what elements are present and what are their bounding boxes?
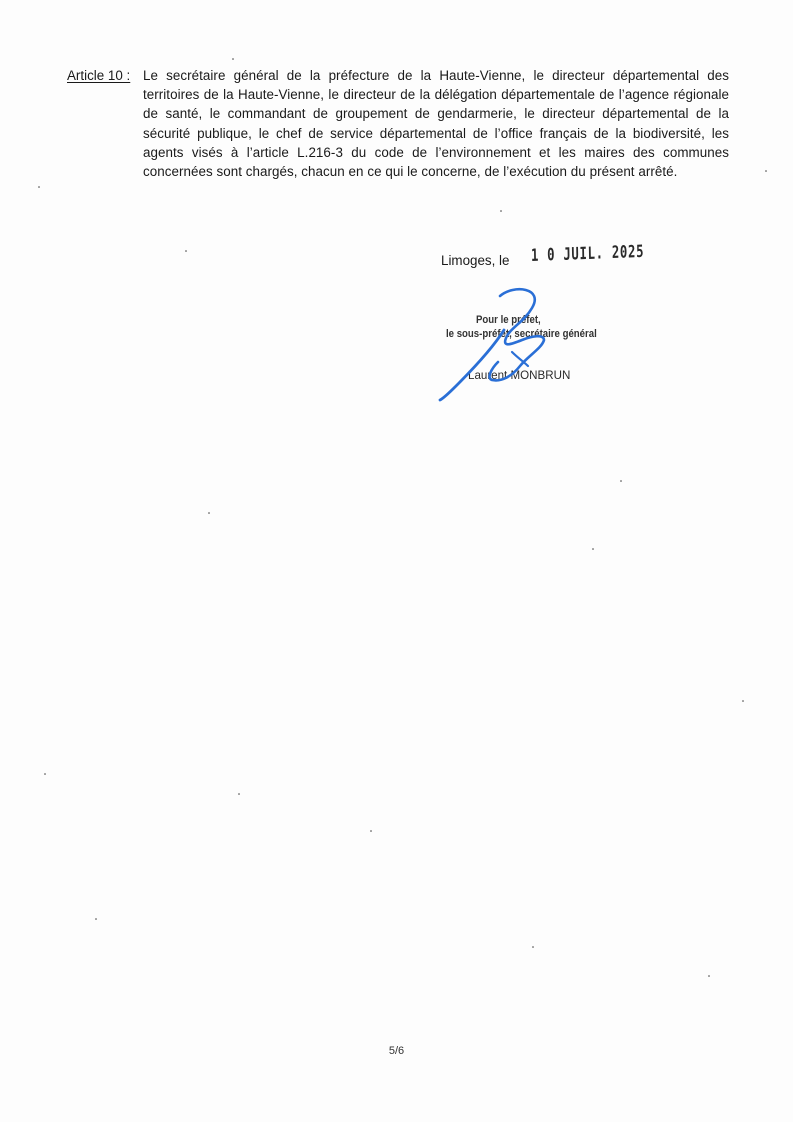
place-and-date xyxy=(441,241,689,270)
scan-speck xyxy=(500,210,502,212)
scan-speck xyxy=(44,773,46,775)
handwritten-signature xyxy=(432,282,552,402)
signature-title-line1: Pour le préfet, xyxy=(476,314,541,326)
scan-speck xyxy=(232,58,234,60)
signer-name: Laurent MONBRUN xyxy=(468,368,571,382)
scan-speck xyxy=(95,918,97,920)
scan-speck xyxy=(708,975,710,977)
scan-speck xyxy=(370,830,372,832)
scan-speck xyxy=(238,793,240,795)
scan-speck xyxy=(742,700,744,702)
place-label: Limoges, le xyxy=(441,253,510,268)
page-number: 5/6 xyxy=(388,1045,405,1057)
scan-speck xyxy=(185,250,187,252)
scan-speck xyxy=(592,548,594,550)
date-stamp: 1 0 JUIL. 2025 xyxy=(531,241,645,266)
scan-speck xyxy=(38,186,40,188)
signature-title-line2: le sous-préfet, secrétaire général xyxy=(446,328,597,340)
scan-speck xyxy=(532,946,534,948)
scan-speck xyxy=(208,512,210,514)
scan-speck xyxy=(620,480,622,482)
article-10 xyxy=(67,66,729,181)
article-label: Article 10 : xyxy=(67,68,131,83)
scan-speck xyxy=(765,170,767,172)
article-body: Le secrétaire général de la préfecture de la Haute-Vienne, le directeur départemental des territoires de la Haute-Vienne, le directeur de la délégation départementale de l’agence régionale de santé, le commandant de groupement de gendarmerie, le directeur départemental de la sécurité publique, le chef de service départemental de l’office français de la biodiversité, les agents visés à l’article L.216-3 du code de l’environnement et les maires des communes concernées sont chargés, chacun en ce qui le concerne, de l’exécution du présent arrêté. xyxy=(143,68,729,180)
